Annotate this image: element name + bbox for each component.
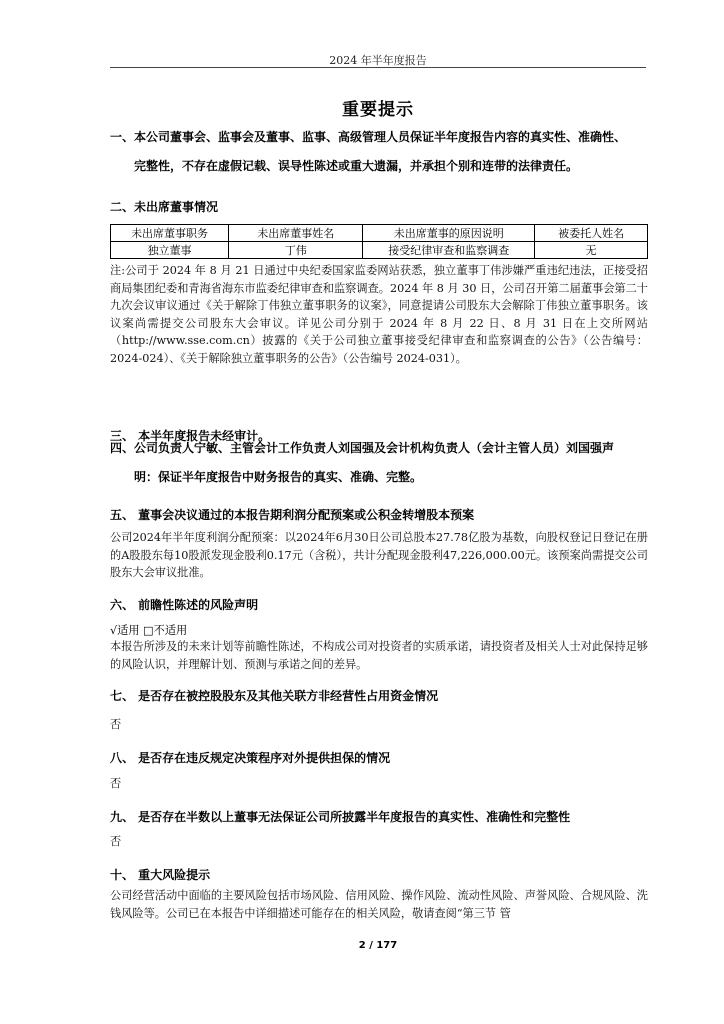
section-8-heading: 八、 是否存在违反规定决策程序对外提供担保的情况 [110,751,391,765]
table-header-row [111,225,648,242]
table-row [111,242,648,259]
section-7-answer: 否 [110,718,122,731]
section-9-heading: 九、 是否存在半数以上董事无法保证公司所披露半年度报告的真实性、准确性和完整性 [110,810,571,824]
table-cell: 丁伟 [229,242,363,259]
section-2-heading: 二、未出席董事情况 [110,200,219,214]
section-8-answer: 否 [110,777,122,790]
section-6-body: 本报告所涉及的未来计划等前瞻性陈述，不构成公司对投资者的实质承诺，请投资者及相关人士对此保持足够的风险认识，并理解计划、预测与承诺之间的差异。 [110,640,648,671]
applicability-options: √适用 □不适用 [110,624,188,637]
section-5-body: 公司2024年半年度利润分配预案：以2024年6月30日公司总股本27.78亿股为基数，向股权登记日登记在册的A股股东每10股派发现金股利0.17元（含税），共计分配现金股利47,226,000.00元。该预案尚需提交公司股东大会审议批准。 [110,531,648,579]
table-header-cell: 未出席董事的原因说明 [363,225,535,242]
section-10-body: 公司经营活动中面临的主要风险包括市场风险、信用风险、操作风险、流动性风险、声誉风险、合规风险、洗钱风险等。公司已在本报告中详细描述可能存在的相关风险，敬请查阅“第三节 管 [110,889,648,920]
absent-directors-table [110,224,648,259]
section-2-note: 注:公司于 2024 年 8 月 21 日通过中央纪委国家监委网站获悉，独立董事丁伟涉嫌严重违纪违法，正接受招商局集团纪委和青海省海东市监委纪律审查和监察调查。2024 年 8 月 30 日，公司召开第二届董事会第二十九次会议审议通过《关于解除丁伟独立董事职务的议案》，同意提请公司股东大会解除丁伟独立董事职务。该议案尚需提交公司股东大会审议。详见公司分别于 2024 年 8 月 22 日、8 月 31 日在上交所网站（http://www.sse.com.cn）披露的《关于公司独立董事接受纪律审查和监察调查的公告》（公告编号：2024-024）、《关于解除独立董事职务的公告》（公告编号 2024-031）。 [110,264,648,365]
header-rule [110,67,646,68]
section-3-heading: 三、 本半年度报告未经审计。 [110,429,271,443]
table-header-cell: 未出席董事职务 [111,225,229,242]
table-cell: 独立董事 [111,242,229,259]
section-9-answer: 否 [110,835,122,848]
table-cell: 接受纪律审查和监察调查 [363,242,535,259]
running-header: 2024 年半年度报告 [329,54,427,67]
table-header-cell: 被委托人姓名 [535,225,648,242]
table-header-cell: 未出席董事姓名 [229,225,363,242]
page-title: 重要提示 [342,100,414,120]
page-number: 2 / 177 [358,940,398,951]
section-4-line-1: 四、公司负责人宁敏、主管会计工作负责人刘国强及会计机构负责人（会计主管人员）刘国强声 [110,441,615,455]
table-cell: 无 [535,242,648,259]
section-10-heading: 十、 重大风险提示 [110,868,211,882]
section-7-heading: 七、 是否存在被控股股东及其他关联方非经营性占用资金情况 [110,689,439,703]
section-1-line-1: 一、本公司董事会、监事会及董事、监事、高级管理人员保证半年度报告内容的真实性、准确性、 [110,130,627,144]
section-5-heading: 五、 董事会决议通过的本报告期利润分配预案或公积金转增股本预案 [110,508,475,522]
section-1-line-2: 完整性，不存在虚假记载、误导性陈述或重大遗漏，并承担个别和连带的法律责任。 [134,159,579,173]
section-4-line-2: 明：保证半年度报告中财务报告的真实、准确、完整。 [134,470,423,484]
section-6-heading: 六、 前瞻性陈述的风险声明 [110,598,259,612]
